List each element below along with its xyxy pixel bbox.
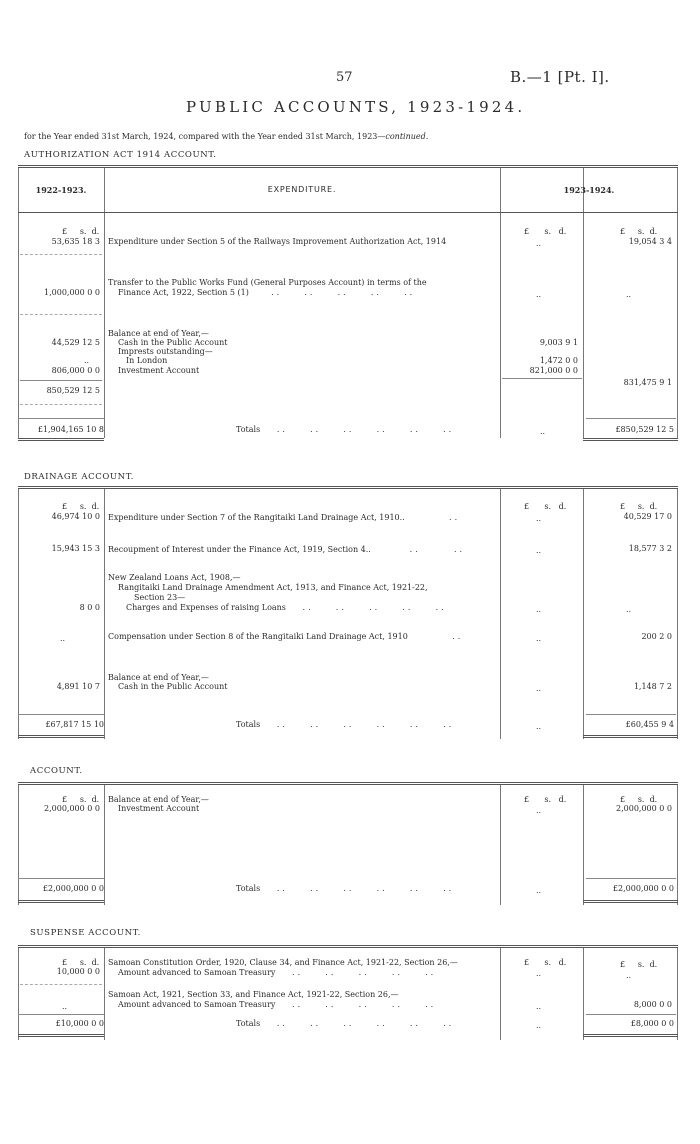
page-title: PUBLIC ACCOUNTS, 1923-1924. (186, 98, 526, 116)
totals-mid: .. (536, 1021, 542, 1030)
row-mid-value: .. (536, 634, 542, 643)
row-prev-value: 1,000,000 0 0 (44, 288, 100, 297)
row-description: Balance at end of Year,— (108, 329, 209, 338)
row-curr-value: 8,000 0 0 (633, 1000, 672, 1009)
totals-prev: £1,904,165 10 8 (37, 425, 104, 434)
row-curr-value: 1,148 7 2 (633, 682, 672, 691)
money-head-mid: £ s. d. (524, 227, 567, 236)
row-curr-value: .. (626, 605, 632, 614)
row-description: Cash in the Public Account (118, 682, 228, 691)
row-mid-value: 821,000 0 0 (529, 366, 578, 375)
row-prev-value: 8 0 0 (79, 603, 100, 612)
row-description: Expenditure under Section 7 of the Rangitaiki Land Drainage Act, 1910.. .. (108, 513, 461, 522)
row-prev-value: 806,000 0 0 (51, 366, 100, 375)
row-prev-value: 46,974 10 0 (51, 512, 100, 521)
row-description: Rangitaiki Land Drainage Amendment Act, 1913, and Finance Act, 1921-22, (118, 583, 428, 592)
row-prev-subtotal: 850,529 12 5 (46, 386, 100, 395)
row-description: New Zealand Loans Act, 1908,— (108, 573, 241, 582)
header-curr-year: 1923-1924. (563, 185, 615, 195)
row-prev-value: 10,000 0 0 (56, 967, 100, 976)
money-head-prev: £ s. d. (62, 795, 100, 804)
row-prev-value: 15,943 15 3 (51, 544, 100, 553)
row-description: In London (126, 356, 168, 365)
row-description: Investment Account (118, 804, 200, 813)
totals-label: Totals .. .. .. .. .. .. (236, 884, 455, 893)
page-number: 57 (336, 70, 353, 85)
totals-curr: £60,455 9 4 (625, 720, 674, 729)
row-curr-value: .. (626, 971, 632, 980)
row-mid-value: .. (536, 969, 542, 978)
row-mid-value: .. (536, 684, 542, 693)
row-description: Charges and Expenses of raising Loans .. .. .. .. .. (126, 603, 447, 612)
row-curr-value: .. (626, 290, 632, 299)
totals-mid: .. (536, 886, 542, 895)
row-description: Samoan Constitution Order, 1920, Clause 34, and Finance Act, 1921-22, Section 26,— (108, 958, 458, 967)
row-curr-value: 200 2 0 (641, 632, 672, 641)
row-description: Balance at end of Year,— (108, 673, 209, 682)
row-description: Compensation under Section 8 of the Rangitaiki Land Drainage Act, 1910 .. (108, 632, 464, 641)
row-curr-value: 19,054 3 4 (628, 237, 672, 246)
row-description: Finance Act, 1922, Section 5 (1) .. .. .. .. .. (118, 288, 416, 297)
row-description: Samoan Act, 1921, Section 33, and Finance Act, 1921-22, Section 26,— (108, 990, 399, 999)
row-prev-value: .. (60, 634, 66, 643)
row-mid-value: 1,472 0 0 (539, 356, 578, 365)
totals-mid: .. (540, 427, 546, 436)
header-expenditure: EXPENDITURE. (267, 185, 337, 194)
totals-prev: £2,000,000 0 0 (42, 884, 104, 893)
page-subtitle: for the Year ended 31st March, 1924, compared with the Year ended 31st March, 1923—continued. (24, 132, 429, 141)
row-description: Investment Account (118, 366, 200, 375)
totals-mid: .. (536, 722, 542, 731)
money-head-curr: £ s. d. (620, 795, 658, 804)
money-head-mid: £ s. d. (524, 502, 567, 511)
money-head-prev: £ s. d. (62, 958, 100, 967)
money-head-prev: £ s. d. (62, 227, 100, 236)
row-prev-value: .. (84, 356, 90, 365)
row-curr-value: 18,577 3 2 (628, 544, 672, 553)
row-curr-value: 40,529 17 0 (623, 512, 672, 521)
money-head-prev: £ s. d. (62, 502, 100, 511)
row-prev-value: 2,000,000 0 0 (44, 804, 100, 813)
totals-curr: £2,000,000 0 0 (612, 884, 674, 893)
section-title-authorization: AUTHORIZATION ACT 1914 ACCOUNT. (24, 150, 217, 160)
totals-prev: £67,817 15 10 (45, 720, 104, 729)
totals-label: Totals .. .. .. .. .. .. (236, 720, 455, 729)
row-description: Section 23— (134, 593, 186, 602)
row-mid-value: .. (536, 239, 542, 248)
row-description: Transfer to the Public Works Fund (General Purposes Account) in terms of the (108, 278, 427, 287)
row-prev-value: .. (62, 1002, 68, 1011)
row-prev-value: 44,529 12 5 (51, 338, 100, 347)
header-prev-year: 1922-1923. (35, 185, 87, 195)
row-mid-value: .. (536, 1002, 542, 1011)
row-description: Amount advanced to Samoan Treasury .. .. .. .. .. (118, 1000, 437, 1009)
row-description: Imprests outstanding— (118, 347, 213, 356)
row-mid-value: .. (536, 806, 542, 815)
money-head-mid: £ s. d. (524, 795, 567, 804)
row-description: Amount advanced to Samoan Treasury .. .. .. .. .. (118, 968, 437, 977)
document-reference: B.—1 [Pt. I]. (510, 68, 610, 86)
totals-label: Totals .. .. .. .. .. .. (236, 425, 455, 434)
section-title-drainage: DRAINAGE ACCOUNT. (24, 472, 135, 482)
totals-curr: £850,529 12 5 (615, 425, 674, 434)
row-mid-value: .. (536, 605, 542, 614)
row-mid-value: .. (536, 290, 542, 299)
money-head-mid: £ s. d. (524, 958, 567, 967)
money-head-curr: £ s. d. (620, 227, 658, 236)
totals-prev: £10,000 0 0 (55, 1019, 104, 1028)
section-title-account: ACCOUNT. (30, 766, 83, 776)
money-head-curr: £ s. d. (620, 960, 658, 969)
row-description: Balance at end of Year,— (108, 795, 209, 804)
row-curr-value: 2,000,000 0 0 (616, 804, 672, 813)
totals-curr: £8,000 0 0 (630, 1019, 674, 1028)
row-prev-value: 4,891 10 7 (56, 682, 100, 691)
row-mid-value: .. (536, 514, 542, 523)
money-head-curr: £ s. d. (620, 502, 658, 511)
row-description: Recoupment of Interest under the Finance Act, 1919, Section 4.. .. .. (108, 545, 466, 554)
row-curr-value: 831,475 9 1 (623, 378, 672, 387)
row-description: Cash in the Public Account (118, 338, 228, 347)
row-mid-value: .. (536, 546, 542, 555)
totals-label: Totals .. .. .. .. .. .. (236, 1019, 455, 1028)
row-prev-value: 53,635 18 3 (51, 237, 100, 246)
row-description: Expenditure under Section 5 of the Railways Improvement Authorization Act, 1914 (108, 237, 447, 246)
row-mid-value: 9,003 9 1 (539, 338, 578, 347)
section-title-suspense: SUSPENSE ACCOUNT. (30, 928, 141, 938)
